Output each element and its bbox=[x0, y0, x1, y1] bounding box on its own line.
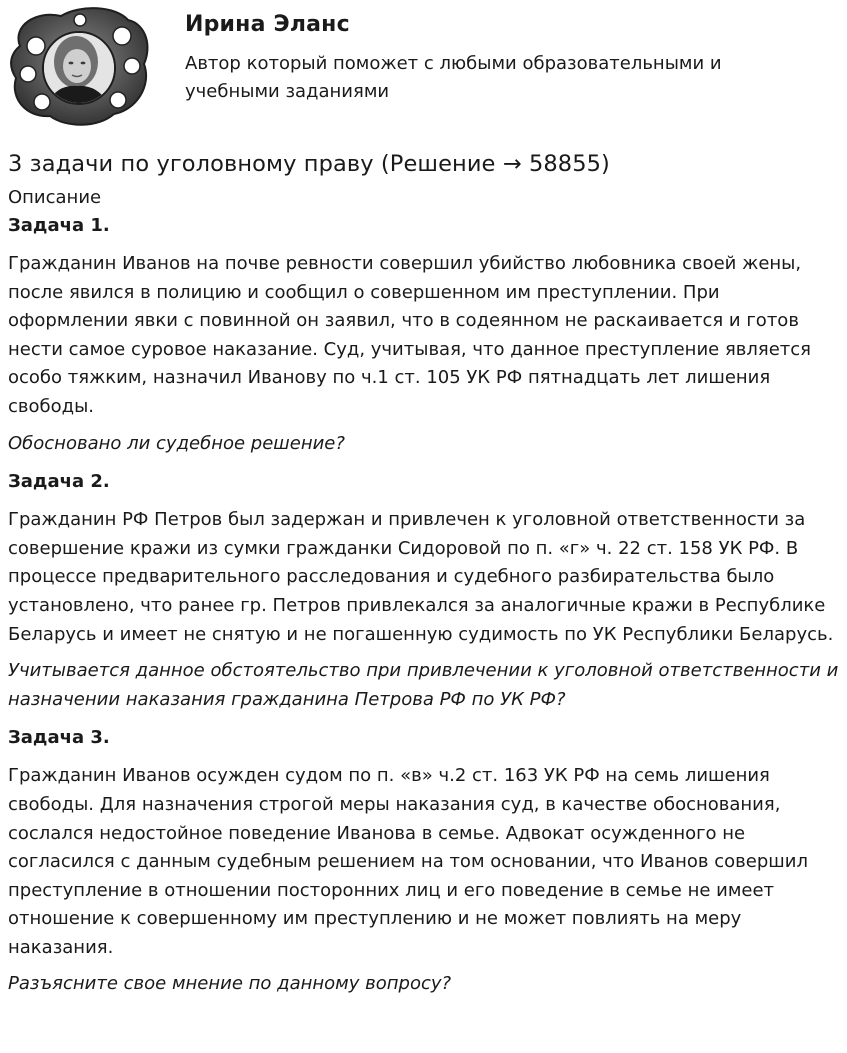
description-label: Описание bbox=[8, 187, 102, 208]
task-question: Разъясните свое мнение по данному вопросу? bbox=[8, 973, 452, 995]
author-description: Автор который поможет с любыми образовательными и учебными заданиями bbox=[185, 53, 722, 102]
task-2 bbox=[8, 468, 840, 714]
task-text: Гражданин Иванов на почве ревности совершил убийство любовника своей жены, после явился в полицию и сообщил о совершенном им преступлении. При оформлении явки с повинной он заявил, что в содеянном не раскаивается и готов нести самое суровое наказание. Суд, учитывая, что данное преступление является особо тяжким, назначил Иванову по ч.1 ст. 105 УК РФ пятнадцать лет лишения свободы. bbox=[8, 253, 811, 417]
task-heading: Задача 3. bbox=[8, 727, 110, 749]
film-reel-avatar-frame bbox=[6, 6, 152, 128]
task-heading: Задача 1. bbox=[8, 215, 110, 236]
task-heading: Задача 2. bbox=[8, 471, 110, 493]
task-question: Учитывается данное обстоятельство при привлечении к уголовной ответственности и назначении наказания гражданина Петрова РФ по УК РФ? bbox=[8, 660, 839, 710]
task-1 bbox=[8, 212, 840, 458]
task-3 bbox=[8, 724, 840, 999]
document-title: 3 задачи по уголовному праву (Решение → 58855) bbox=[8, 151, 610, 177]
task-question: Обосновано ли судебное решение? bbox=[8, 432, 345, 454]
author-header bbox=[0, 0, 847, 135]
task-text: Гражданин РФ Петров был задержан и привлечен к уголовной ответственности за совершение кражи из сумки гражданки Сидоровой по п. «г» ч. 22 ст. 158 УК РФ. В процессе предварительного расследования и судебного разбирательства было установлено, что ранее гр. Петров привлекался за аналогичные кражи в Республике Беларусь и имеет не снятую и не погашенную судимость по УК Республики Беларусь. bbox=[8, 509, 834, 645]
task-text: Гражданин Иванов осужден судом по п. «в» ч.2 ст. 163 УК РФ на семь лишения свободы. Для назначения строгой меры наказания суд, в качестве обоснования, сослался недостойное поведение Иванова в семье. Адвокат осужденного не согласился с данным судебным решением на том основании, что Иванов совершил преступление в отношении посторонних лиц и его поведение в семье не имеет отношение к совершенному им преступлению и не может повлиять на меру наказания. bbox=[8, 765, 808, 958]
document-content bbox=[8, 146, 840, 1009]
author-avatar bbox=[6, 6, 152, 128]
author-name: Ирина Эланс bbox=[185, 12, 350, 37]
